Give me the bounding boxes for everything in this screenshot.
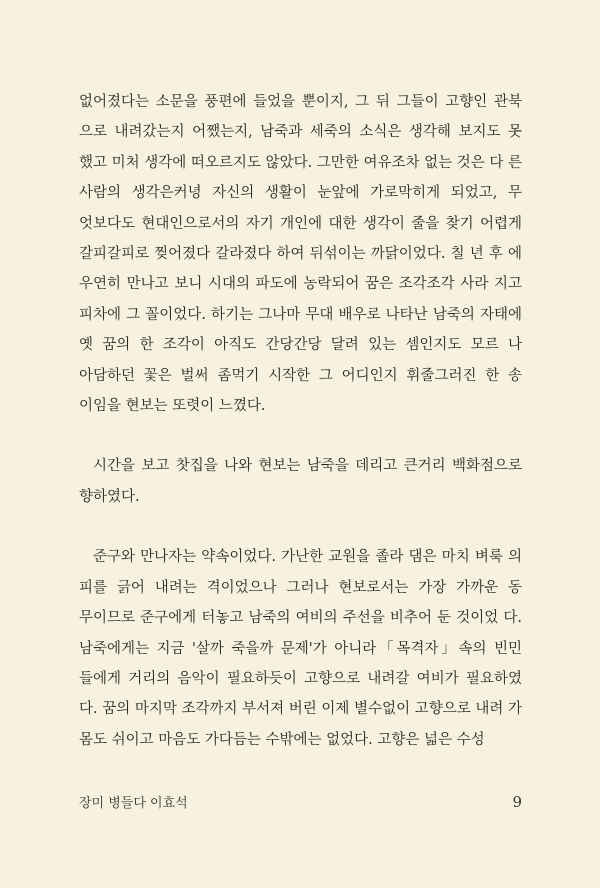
body-text (79, 87, 522, 755)
text-line: 른 사람의 생각은커녕 자신의 생활이 눈앞에 가로막히게 되었고, 무 (79, 154, 523, 202)
text-line: 준구와 만나자는 약속이었다. 가난한 교원을 졸라 댐은 마치 벼룩 (93, 549, 503, 566)
text-line: 지고 피차에 그 꼴이었다. 하기는 그나마 무대 배우로 나타난 남죽의 (79, 276, 523, 323)
text-line: 자태에 옛 꿈의 한 조각이 아직도 간당간당 달려 있는 셈인지도 모르 (79, 306, 523, 354)
text-line: 가 몸도 쉬이고 마음도 가다듬는 수밖에는 없었다. 고향은 넓은 수성 (79, 701, 523, 748)
text-line: 향하였다. (79, 488, 140, 505)
text-line: 에 우연히 만나고 보니 시대의 파도에 농락되어 꿈은 조각조각 사라 (79, 246, 523, 293)
text-line: 다. 꿈의 마지막 조각까지 부서져 버린 이제 별수없이 고향으로 내려 (79, 701, 504, 718)
text-line: 무이므로 준구에게 터놓고 남죽의 여비의 주선을 비추어 둔 것이었 (79, 610, 499, 627)
page-number: 9 (512, 792, 522, 811)
page-footer (79, 792, 522, 811)
text-line: 엇보다도 현대인으로서의 자기 개인에 대한 생각이 줄을 찾기 어렵게 (79, 215, 522, 232)
text-line: 으로 내려갔는지 어쨌는지, 남죽과 세죽의 소식은 생각해 보지도 못 (79, 124, 522, 141)
text-line: 시간을 보고 찻집을 나와 현보는 남죽을 데리고 큰거리 백화점으로 (93, 458, 522, 475)
text-line: 나 아담하던 꽃은 벌써 좀먹기 시작한 그 어디인지 휘줄그러진 한 송 (79, 337, 522, 384)
paragraph-1 (79, 87, 522, 421)
paragraph-3 (79, 542, 522, 755)
text-line: 갈피갈피로 찢어졌다 갈라졌다 하여 뒤섞이는 까닭이었다. 칠 년 후 (79, 246, 503, 263)
text-line: 했고 미처 생각에 떠오르지도 않았다. 그만한 여유조차 없는 것은 다 (79, 154, 504, 171)
paragraph-2 (79, 451, 522, 512)
text-line: 없어졌다는 소문을 풍편에 들었을 뿐이지, 그 뒤 그들이 고향인 관북 (79, 94, 522, 110)
running-title: 장미 병들다 이효석 (79, 796, 188, 811)
text-line: 의 피를 긁어 내려는 격이었으나 그러나 현보로서는 가장 가까운 동 (79, 549, 522, 596)
text-line: 들에게 거리의 음악이 필요하듯이 고향으로 내려갈 여비가 필요하였 (79, 670, 522, 687)
text-line: 이임을 현보는 또렷이 느꼈다. (79, 398, 266, 415)
text-line: 다. 남죽에게는 지금 '살까 죽을까 문제'가 아니라「목격자」속의 빈민 (79, 610, 523, 657)
